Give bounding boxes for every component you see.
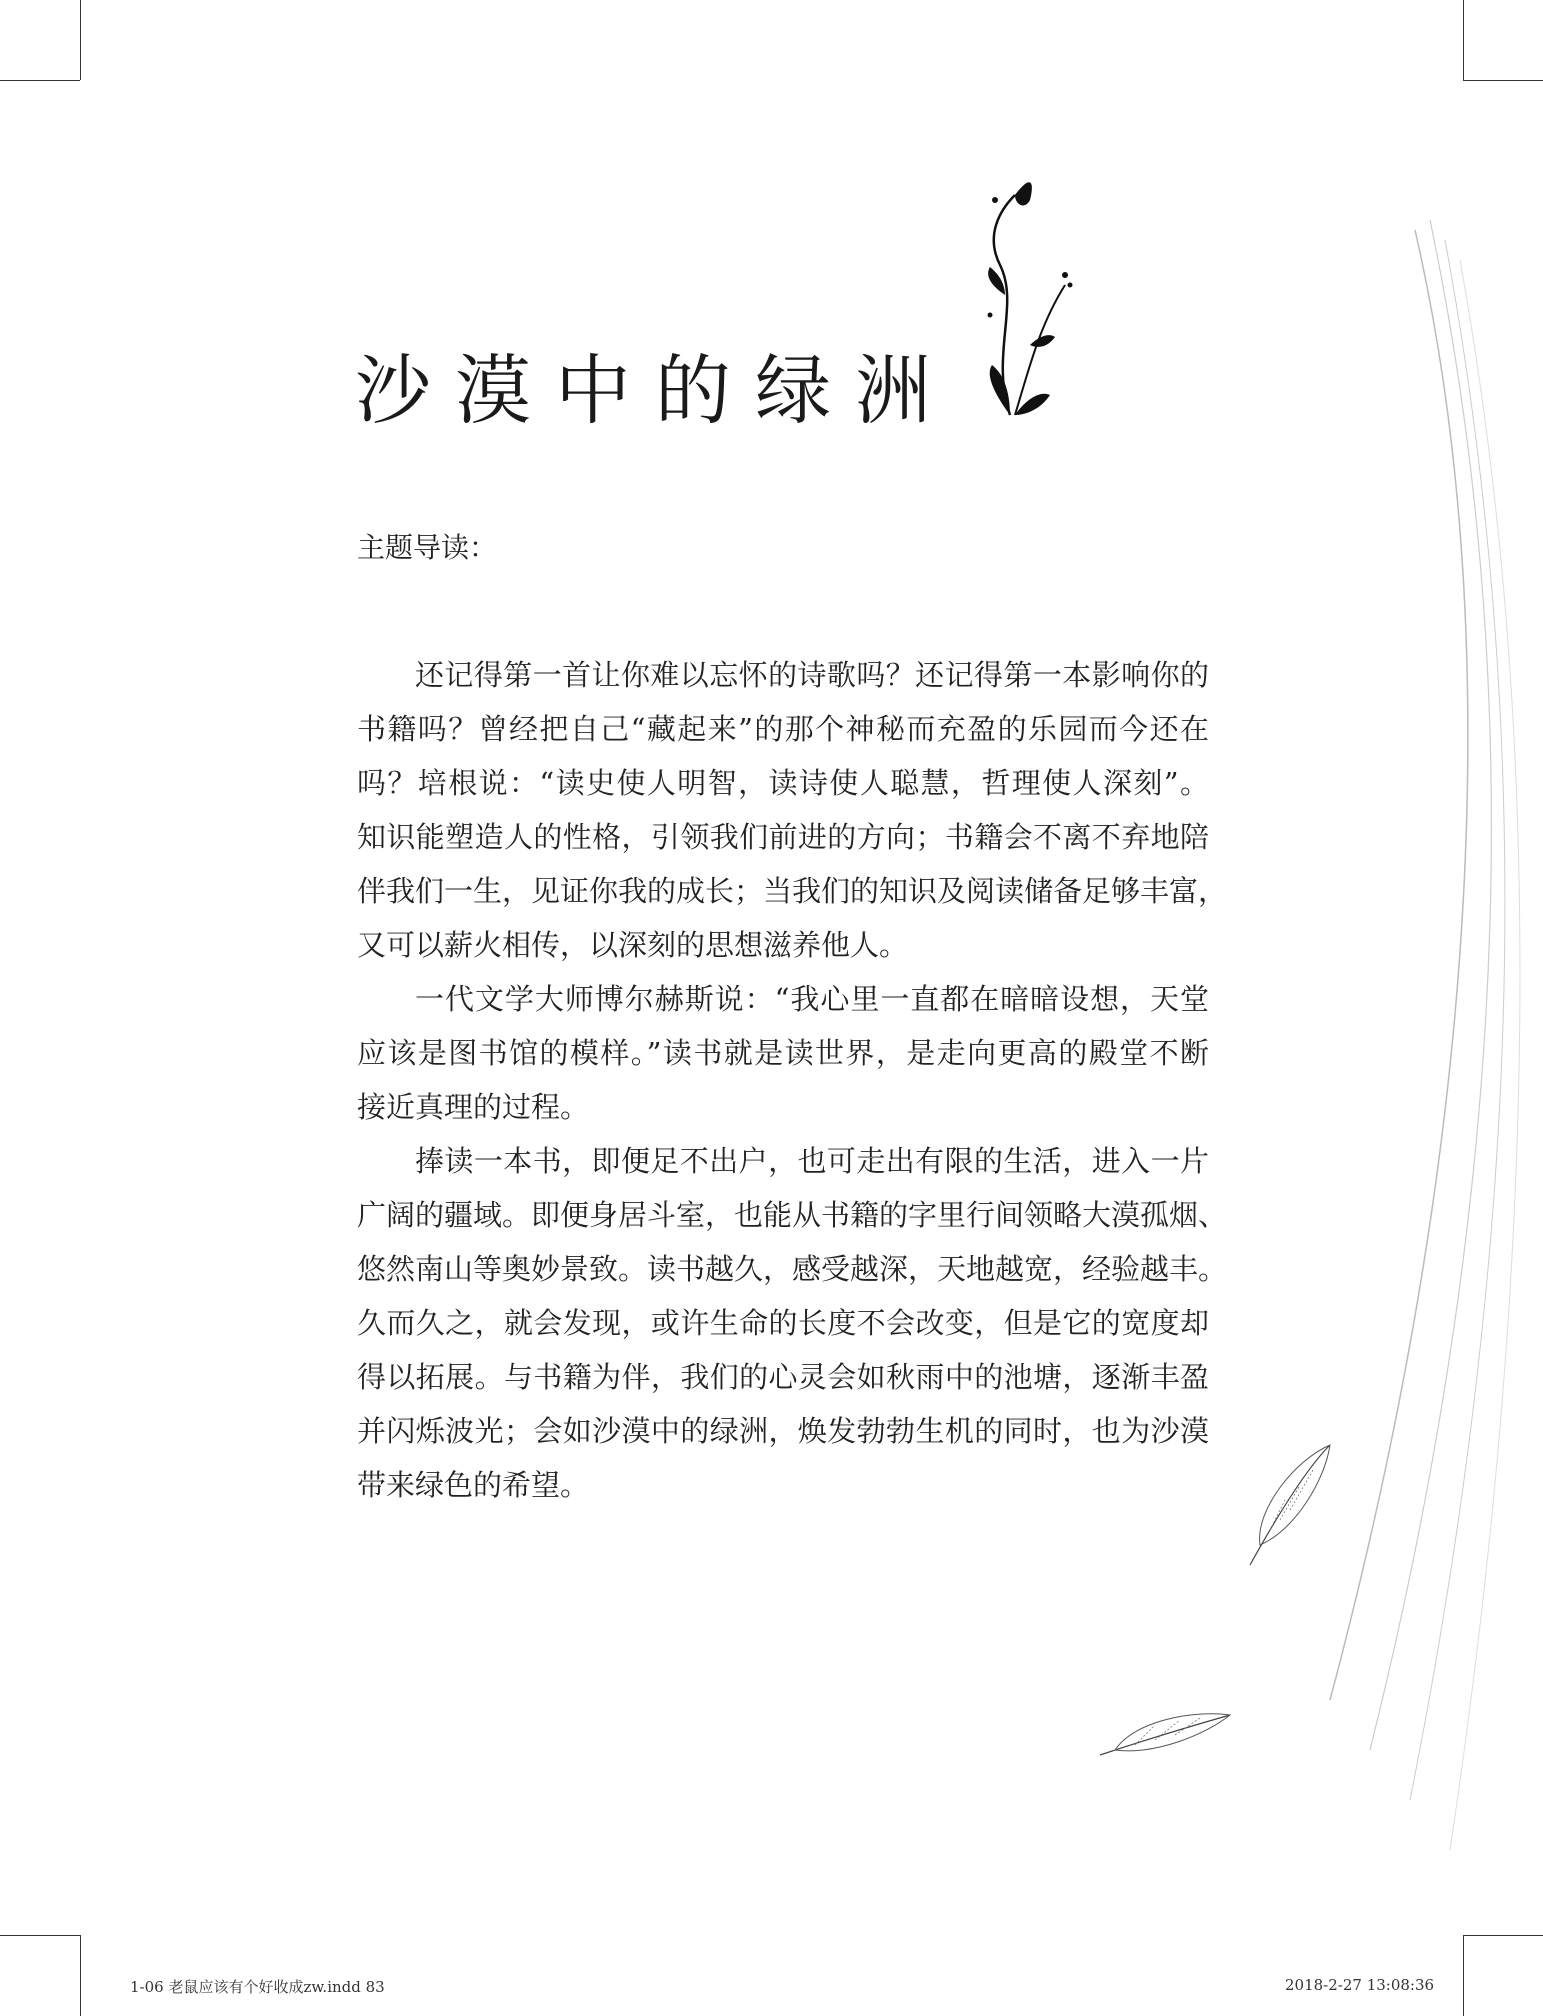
body-line: 得以拓展。与书籍为伴，我们的心灵会如秋雨中的池塘，逐渐丰盈 [357, 1360, 1209, 1394]
body-line: 带来绿色的希望。 [357, 1468, 590, 1502]
crop-mark [0, 1935, 80, 1936]
body-line: 又可以薪火相传，以深刻的思想滋养他人。 [357, 928, 909, 962]
vine-ornament-icon [970, 175, 1080, 425]
body-line: 并闪烁波光；会如沙漠中的绿洲，焕发勃勃生机的同时，也为沙漠 [357, 1414, 1209, 1448]
body-line: 伴我们一生，见证你我的成长；当我们的知识及阅读储备足够丰富， [357, 874, 1228, 908]
body-line: 接近真理的过程。 [357, 1090, 590, 1124]
body-line: 悠然南山等奥妙景致。读书越久，感受越深，天地越宽，经验越丰。 [357, 1252, 1228, 1286]
body-line: 书籍吗？曾经把自己“藏起来”的那个神秘而充盈的乐园而今还在 [357, 712, 1209, 746]
crop-mark [1463, 1935, 1543, 1936]
crop-mark [1463, 80, 1543, 81]
body-line: 一代文学大师博尔赫斯说：“我心里一直都在暗暗设想，天堂 [415, 982, 1209, 1016]
crop-mark [80, 1935, 81, 2016]
crop-mark [80, 0, 81, 80]
crop-mark [0, 80, 80, 81]
footer-timestamp: 2018-2-27 13:08:36 [1285, 1976, 1435, 1994]
body-line: 广阔的疆域。即便身居斗室，也能从书籍的字里行间领略大漠孤烟、 [357, 1198, 1228, 1232]
body-line: 还记得第一首让你难以忘怀的诗歌吗？还记得第一本影响你的 [415, 658, 1209, 692]
page-title: 沙漠中的绿洲 [355, 346, 955, 435]
crop-mark [1463, 0, 1464, 80]
body-text [357, 648, 1228, 1512]
crop-mark [1463, 1935, 1464, 2016]
body-line: 吗？培根说：“读史使人明智，读诗使人聪慧，哲理使人深刻”。 [357, 766, 1209, 800]
section-heading: 主题导读： [357, 531, 498, 564]
footer-file-info: 1-06 老鼠应该有个好收成zw.indd 83 [130, 1978, 385, 1996]
feather-icon [1095, 1710, 1235, 1760]
decorative-curves [1250, 200, 1543, 1900]
body-line: 捧读一本书，即便足不出户，也可走出有限的生活，进入一片 [415, 1144, 1209, 1178]
body-line: 久而久之，就会发现，或许生命的长度不会改变，但是它的宽度却 [357, 1306, 1209, 1340]
body-line: 应该是图书馆的模样。”读书就是读世界，是走向更高的殿堂不断 [357, 1036, 1209, 1070]
body-line: 知识能塑造人的性格，引领我们前进的方向；书籍会不离不弃地陪 [357, 820, 1209, 854]
feather-icon [1245, 1440, 1335, 1570]
